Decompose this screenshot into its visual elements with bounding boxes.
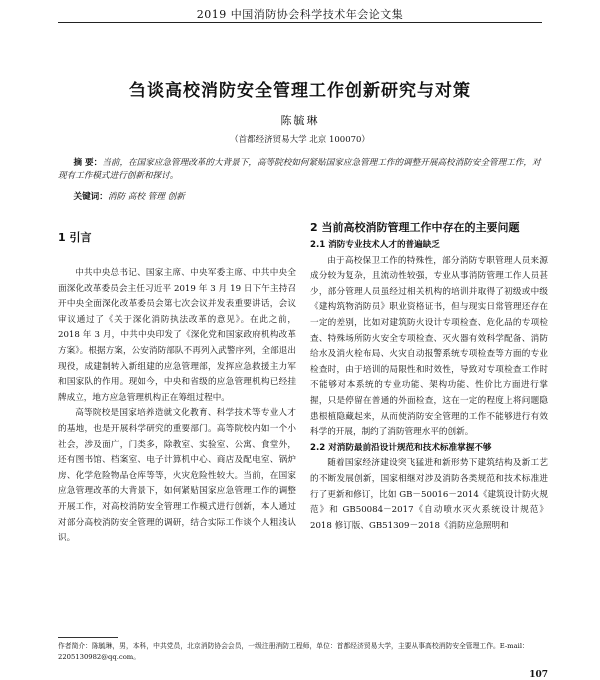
- keywords: [58, 190, 544, 202]
- abstract-label: 摘 要：: [73, 158, 103, 168]
- header-rule: [58, 22, 542, 23]
- section-1-heading: 1 引言: [58, 231, 92, 244]
- section-2-1-heading: 2.1 消防专业技术人才的普遍缺乏: [310, 240, 440, 250]
- section-1-paragraph-2: 高等院校是国家培养造就文化教育、科学技术等专业人才的基地，也是开展科学研究的重要部门。高等院校内如一个小社会，涉及面广，门类多，除教室、实验室、公寓、食堂外，还有图书馆、档案室、电子计算机中心、商店及配电室、锅炉房、化学危险物品仓库等等，火灾危险性较大。当前，在国家应急管理改革的大背景下，如何紧贴国家应急管理工作的调整开展工作，对高校消防安全管理工作模式进行创新，本人通过对部分高校消防安全管理的调研，结合实际工作谈个人粗浅认识。: [58, 408, 296, 544]
- paper-title: 刍谈高校消防安全管理工作创新研究与对策: [129, 81, 471, 101]
- footnote-rule: [58, 637, 118, 638]
- section-2-2-heading: 2.2 对消防最前沿设计规范和技术标准掌握不够: [310, 442, 492, 453]
- page-number: 107: [529, 670, 548, 680]
- left-column: [58, 220, 296, 547]
- section-2-2-paragraph: 随着国家经济建设突飞猛进和新形势下建筑结构及新工艺的不断发展创新，国家相继对涉及消防各类规范和技术标准进行了更新和修订，比如 GB－50016－2014《建筑设计防火规范》和 GB50084－2017《自动喷水灭火系统设计规范》2018 修订版、GB51309－2018《消防应急照明和: [310, 458, 548, 531]
- section-2-1-paragraph: 由于高校保卫工作的特殊性，部分消防专职管理人员来源成分较为复杂，且流动性较强，专业从事消防管理工作人员甚少，部分管理人员虽经过相关机构的培训并取得了初级或中级《建构筑物消防员》职业资格证书，但与现实日常管理还存在一定的差别，比如对建筑防火设计专项检查、危化品的专项检查、特殊场所防火安全专项检查、灭火器有效科学配备、消防给水及消火栓布局、火灾自动报警系统专项检查等方面的专业检查时，由于培训的局限性和时效性，导致对专项检查工作时不能够对本系统的专业功能、架构功能、性价比方面进行掌握，只是停留在普通的外面检查，这在一定的程度上将问题隐患根植隐藏起来，从而使消防安全管理的工作不能够进行有效科学的开展，制约了消防管理水平的创新。: [310, 255, 548, 438]
- abstract: [58, 157, 544, 183]
- section-2-heading: 2 当前高校消防管理工作中存在的主要问题: [310, 221, 520, 234]
- section-1-paragraph-1: 中共中央总书记、国家主席、中央军委主席、中共中央全面深化改革委员会主任习近平 2019 年 3 月 19 日下午主持召开中央全面深化改革委员会第七次会议并发表重要讲话，会议审议通过了《关于深化消防执法改革的意见》。在此之前，2018 年 3 月，中共中央印发了《深化党和国家政府机构改革方案》。根据方案，公安消防部队不再列入武警序列，全部退出现役，成建制转入新组建的应急管理部，发挥应急救援主力军和国家队的作用。现如今，中央和省级的应急管理机构已经挂牌成立，地方应急管理机构正在筹组过程中。: [58, 268, 296, 403]
- right-column: [310, 220, 548, 534]
- abstract-text: 当前，在国家应急管理改革的大背景下，高等院校如何紧贴国家应急管理工作的调整开展高校消防安全管理工作，对现有工作模式进行创新和探讨。: [58, 158, 541, 181]
- author-name: 陈毓琳: [280, 114, 320, 127]
- keywords-text: 消防 高校 管理 创新: [107, 192, 185, 202]
- author-affiliation: （首都经济贸易大学 北京 100070）: [230, 135, 370, 145]
- running-header: 2019 中国消防协会科学技术年会论文集: [196, 8, 404, 21]
- author-footnote: 作者简介：陈毓琳，男，本科，中共党员，北京消防协会会员，一级注册消防工程师，单位：首都经济贸易大学，主要从事高校消防安全管理工作。E-mail：2205130982@qq.com。: [58, 642, 529, 661]
- keywords-label: 关键词：: [73, 192, 108, 202]
